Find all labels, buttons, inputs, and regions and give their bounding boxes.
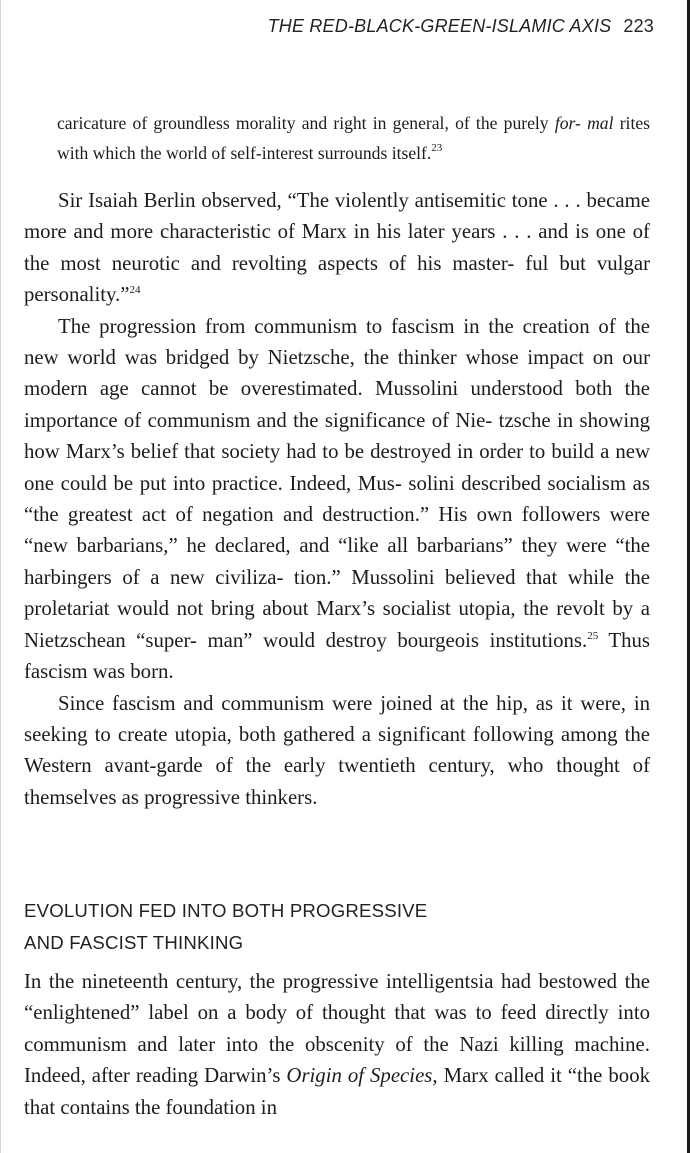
- quote-italic: for- mal: [554, 113, 614, 133]
- paragraph-avant-garde: [24, 688, 650, 814]
- paragraph-tail: Thus fascism was born.: [24, 628, 650, 684]
- footnote-ref-23: 23: [431, 142, 443, 154]
- paragraph-text: In the nineteenth century, the progressive intelligentsia had bestowed the “enlightened” label on a body of thought that was to feed directly into communism and later into the obscenity of the Nazi killing machine. Indeed, after reading Darwin’s: [24, 970, 650, 1088]
- paragraph-nietzsche: [24, 311, 650, 688]
- body-text: [24, 185, 650, 813]
- quote-text-b: rites with which the world of self-interest surrounds itself.: [57, 113, 650, 163]
- section-heading: [24, 895, 650, 959]
- page-edge-left: [0, 0, 1, 1153]
- quote-text-a: caricature of groundless morality and right in general, of the purely: [57, 113, 555, 133]
- paragraph-text: The progression from communism to fascism in the creation of the new world was bridged by Nietzsche, the thinker whose impact on our modern age cannot be overestimated. Mussolini understood both the importance of communism and the significance of Nie- tzsche in showing how Marx’s belief that society had to be destroyed in order to build a new one could be put into practice. Indeed, Mus- solini described socialism as “the greatest act of negation and destruction.” His own followers were “new barbarians,” he declared, and “like all barbarians” they were “the harbingers of a new civiliza- tion.” Mussolini believed that while the proletariat would not bring about Marx’s socialist utopia, the revolt by a Nietzschean “super- man” would destroy bourgeois institutions.: [24, 314, 650, 652]
- footnote-ref-24: 24: [129, 284, 141, 297]
- section-heading-line-1: EVOLUTION FED INTO BOTH PROGRESSIVE: [24, 900, 428, 921]
- paragraph-text: Sir Isaiah Berlin observed, “The violently antisemitic tone . . . became more and more characteristic of Marx in his later years . . . and is one of the most neurotic and revolting aspects of his master- ful but vulgar personality.”: [24, 189, 650, 307]
- paragraph-text-b: Marx called it “the book that contains the foundation in: [24, 1064, 650, 1119]
- section-heading-line-2: AND FASCIST THINKING: [24, 932, 244, 953]
- section-body: [24, 966, 650, 1123]
- block-quote: [57, 108, 650, 168]
- book-title-italic: Origin of Species,: [286, 1064, 438, 1088]
- running-header: [0, 16, 654, 37]
- page-number: 223: [623, 16, 654, 36]
- paragraph-berlin: [24, 185, 650, 311]
- footnote-ref-25: 25: [587, 629, 599, 642]
- paragraph-darwin: [24, 966, 650, 1123]
- running-title: THE RED-BLACK-GREEN-ISLAMIC AXIS: [267, 16, 612, 36]
- paragraph-text: Since fascism and communism were joined at the hip, as it were, in seeking to create utopia, both gathered a significant following among the Western avant-garde of the early twentieth century, who thought of themselves as progressive thinkers.: [24, 691, 650, 809]
